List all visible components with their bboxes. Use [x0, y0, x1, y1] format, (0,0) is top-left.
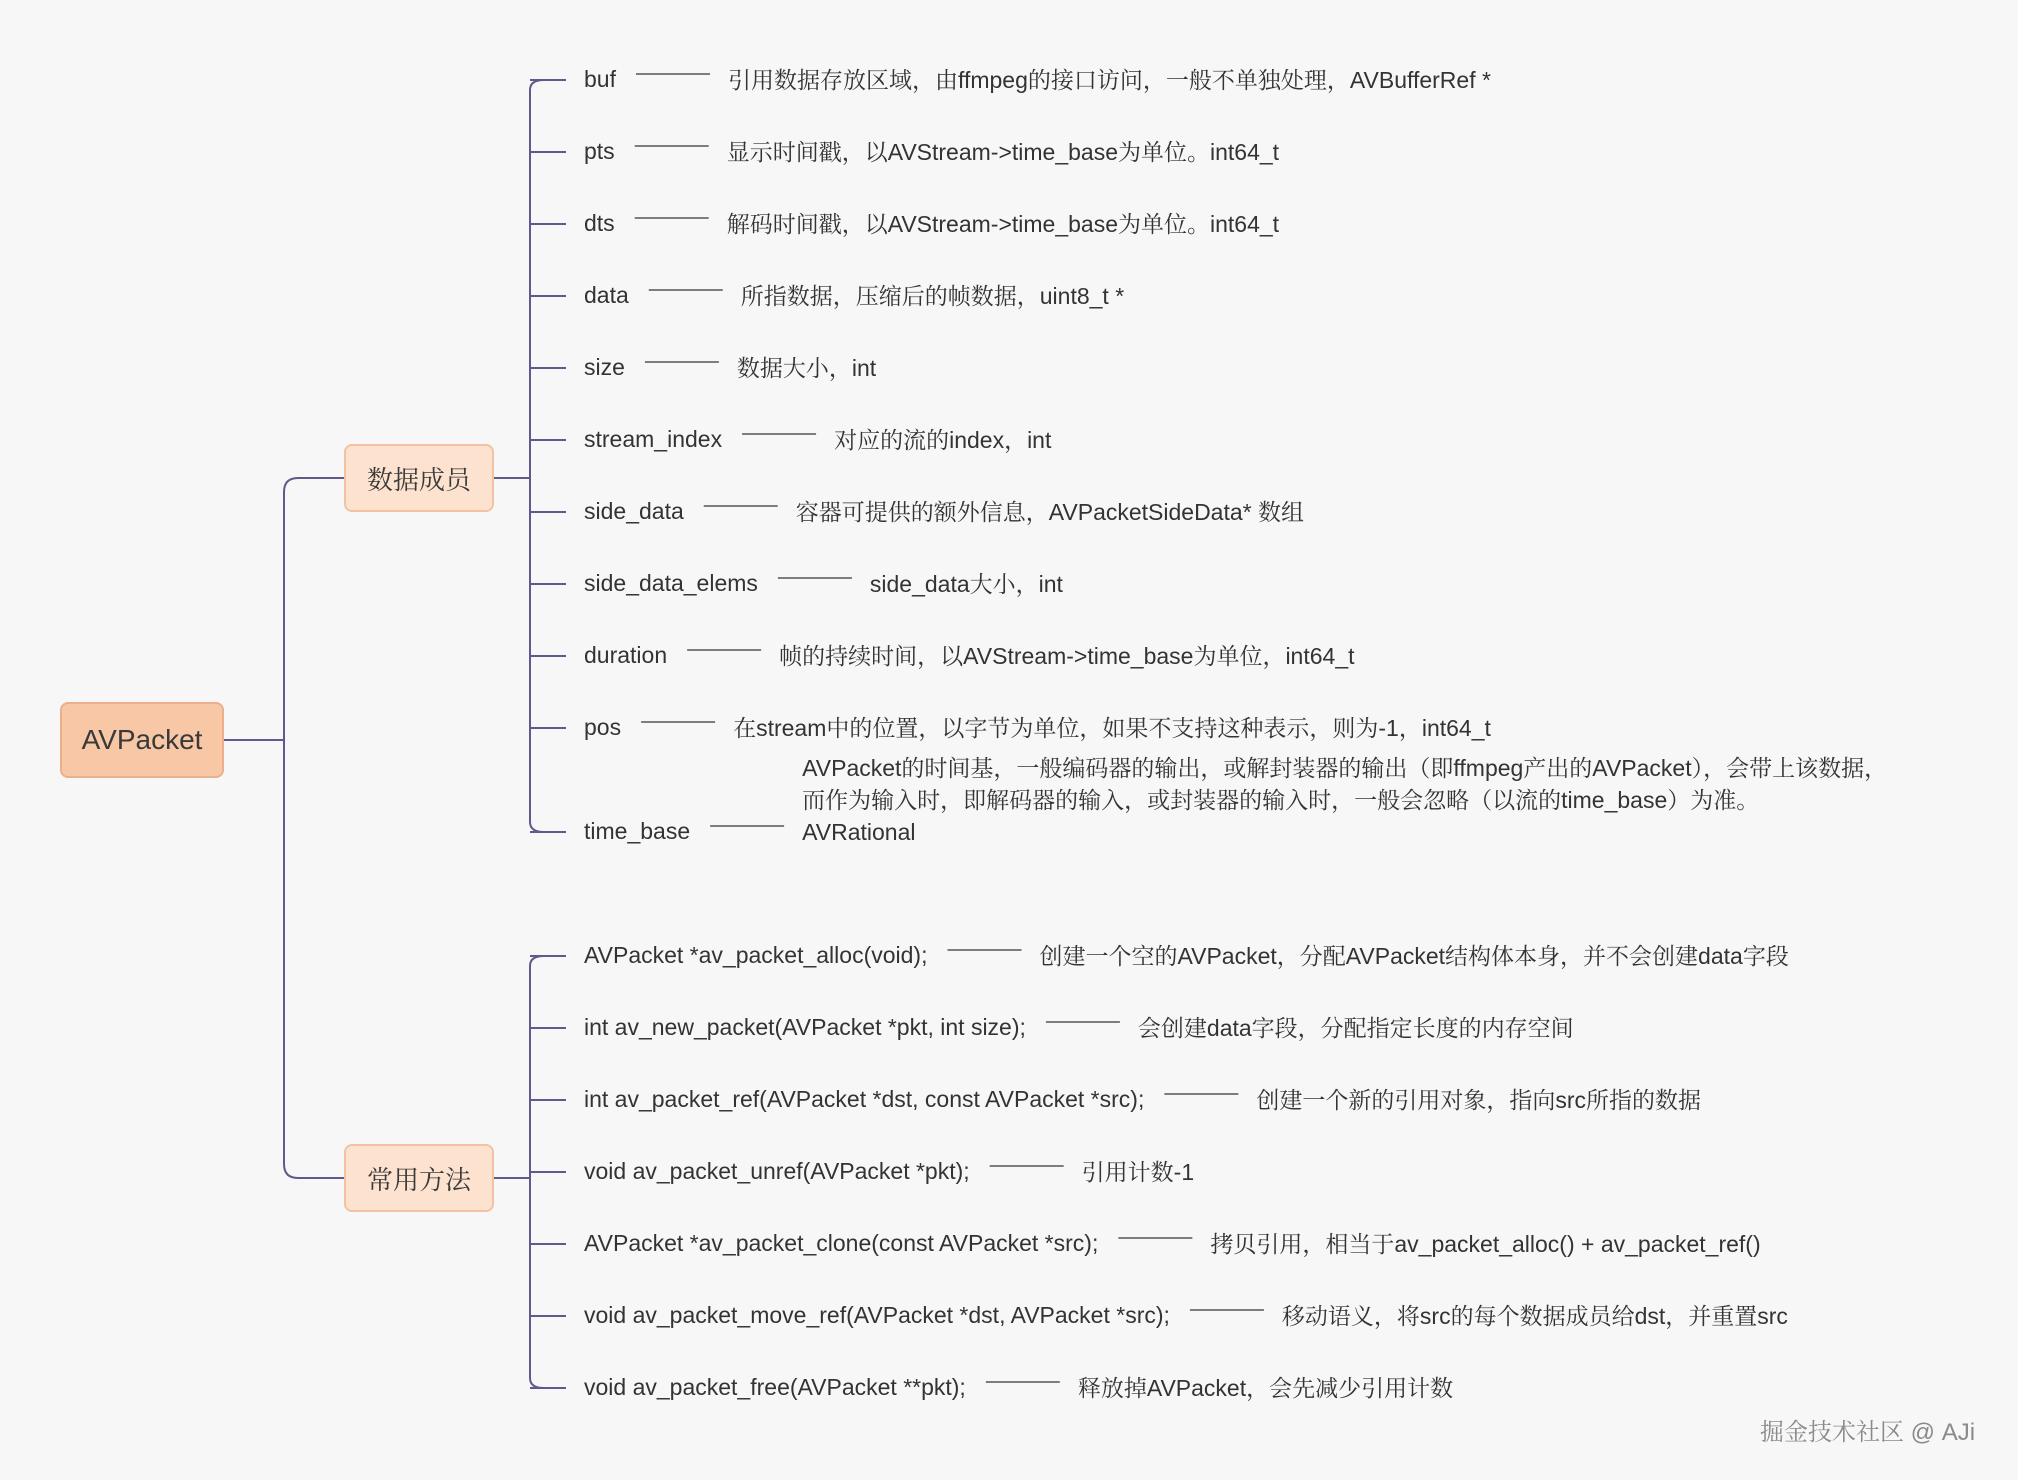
leaf-key[interactable]: int av_packet_ref(AVPacket *dst, const AVPacket *src); — [584, 1086, 1145, 1112]
leaf-description: 显示时间戳，以AVStream->time_base为单位。int64_t — [726, 139, 1280, 165]
leaf-key[interactable]: void av_packet_move_ref(AVPacket *dst, AVPacket *src); — [584, 1302, 1170, 1328]
leaf-key[interactable]: size — [584, 354, 625, 380]
leaf-spine-0 — [530, 80, 544, 832]
leaf-description: 释放掉AVPacket，会先减少引用计数 — [1077, 1375, 1454, 1401]
leaf-description: AVPacket的时间基，一般编码器的输出，或解封装器的输出（即ffmpeg产出的AVPacket），会带上该数据， — [802, 755, 1888, 781]
leaf-description: 所指数据，压缩后的帧数据，uint8_t * — [740, 283, 1125, 309]
leaf-key[interactable]: side_data_elems — [584, 570, 758, 596]
leaf-description: side_data大小，int — [869, 571, 1063, 597]
root-node[interactable]: AVPacket — [60, 702, 224, 778]
leaf-key[interactable]: dts — [584, 210, 615, 236]
leaf-key[interactable]: side_data — [584, 498, 684, 524]
leaf-description: 在stream中的位置，以字节为单位，如果不支持这种表示，则为-1，int64_t — [733, 715, 1491, 741]
leaf-description: 创建一个空的AVPacket，分配AVPacket结构体本身，并不会创建data字段 — [1039, 943, 1789, 969]
leaf-key[interactable]: duration — [584, 642, 668, 668]
leaf-key[interactable]: void av_packet_free(AVPacket **pkt); — [584, 1374, 966, 1400]
leaf-description: 拷贝引用，相当于av_packet_alloc() + av_packet_ref() — [1210, 1231, 1761, 1257]
leaf-key[interactable]: pts — [584, 138, 615, 164]
leaf-description: 解码时间戳，以AVStream->time_base为单位。int64_t — [726, 211, 1280, 237]
leaf-key[interactable]: pos — [584, 714, 622, 740]
leaf-description: 数据大小，int — [736, 355, 877, 381]
leaf-key[interactable]: int av_new_packet(AVPacket *pkt, int size); — [584, 1014, 1026, 1040]
leaf-key[interactable]: data — [584, 282, 629, 308]
leaf-key[interactable]: buf — [584, 66, 616, 92]
leaf-description: 帧的持续时间，以AVStream->time_base为单位，int64_t — [779, 643, 1355, 669]
leaf-description: 对应的流的index，int — [834, 427, 1052, 453]
leaf-key[interactable]: AVPacket *av_packet_alloc(void); — [584, 942, 928, 968]
branch-node-common-methods[interactable]: 常用方法 — [344, 1144, 494, 1212]
branch-connector-1 — [284, 740, 344, 1178]
leaf-description: AVRational — [802, 819, 916, 845]
leaf-description: 容器可提供的额外信息，AVPacketSideData* 数组 — [795, 499, 1304, 525]
leaf-description: 引用数据存放区域，由ffmpeg的接口访问，一般不单独处理，AVBufferRef * — [727, 67, 1491, 93]
leaf-description: 而作为输入时，即解码器的输入，或封装器的输入时，一般会忽略（以流的time_base）为准。 — [802, 787, 1760, 813]
leaf-description: 引用计数-1 — [1081, 1159, 1195, 1185]
leaf-description: 创建一个新的引用对象，指向src所指的数据 — [1256, 1087, 1702, 1113]
leaf-description: 移动语义，将src的每个数据成员给dst，并重置src — [1281, 1303, 1788, 1329]
leaf-description: 会创建data字段，分配指定长度的内存空间 — [1137, 1015, 1574, 1041]
branch-node-data-members[interactable]: 数据成员 — [344, 444, 494, 512]
leaf-key[interactable]: time_base — [584, 818, 691, 844]
leaf-key[interactable]: AVPacket *av_packet_clone(const AVPacket *src); — [584, 1230, 1099, 1256]
watermark: 掘金技术社区 @ AJi — [1760, 1419, 1976, 1446]
leaf-key[interactable]: stream_index — [584, 426, 723, 452]
branch-connector-0 — [284, 478, 344, 740]
leaf-key[interactable]: void av_packet_unref(AVPacket *pkt); — [584, 1158, 970, 1184]
